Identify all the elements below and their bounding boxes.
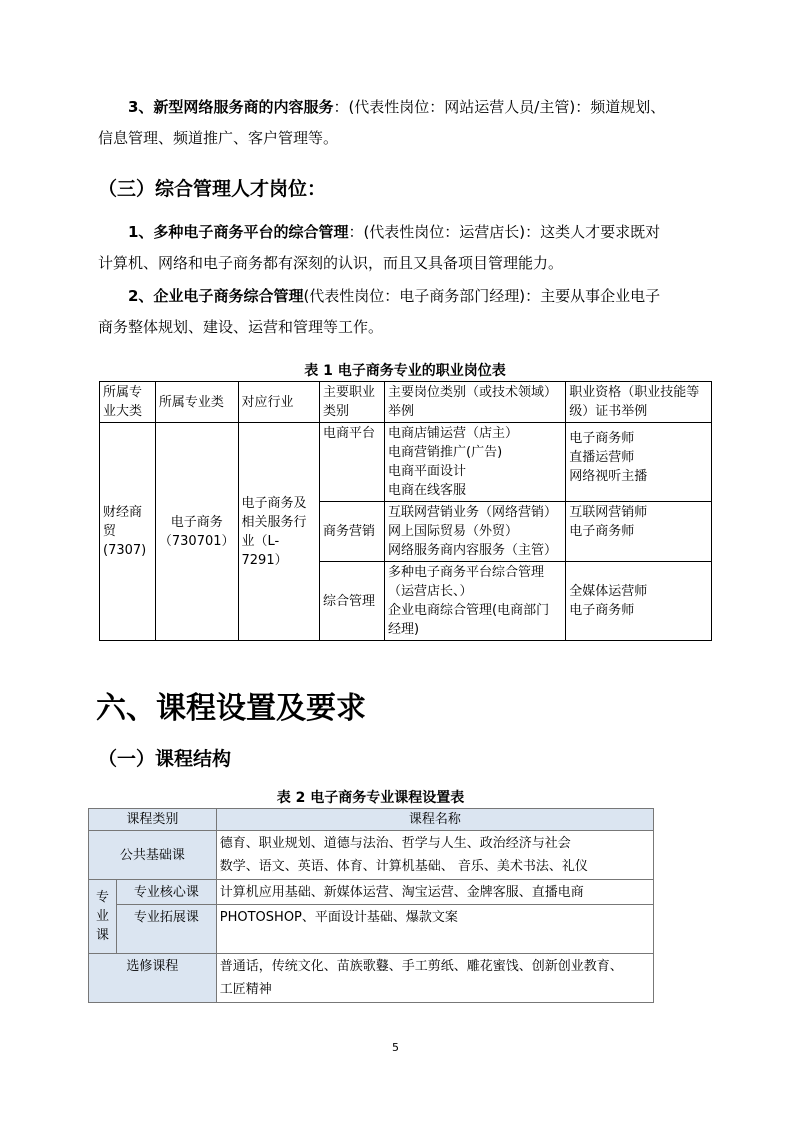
course-type-cell: 专业核心课: [116, 880, 216, 905]
major-category-cell: [100, 423, 156, 641]
cell-line: （运营店长、）: [388, 584, 473, 599]
paragraph-platform-management: [98, 217, 718, 279]
paragraph-bold-lead: 1、多种电子商务平台的综合管理: [128, 223, 349, 241]
table-header-cell: 课程名称: [216, 809, 653, 831]
paragraph-content-service: [98, 92, 718, 154]
certificate-cell: [566, 502, 712, 562]
major-course-group-cell: [89, 880, 117, 954]
job-posts-cell: [385, 423, 566, 502]
job-category-cell: 商务营销: [319, 502, 384, 562]
paragraph-text: 信息管理、频道推广、客户管理等。: [98, 129, 339, 147]
paragraph-enterprise-management: [98, 281, 718, 343]
certificate-cell: [566, 562, 712, 641]
major-class-cell: [155, 423, 238, 641]
cell-line: 相关服务行: [241, 514, 307, 530]
cell-line: 全媒体运营师: [569, 584, 648, 599]
cell-line: 数学、语文、英语、体育、计算机基础、 音乐、美术书法、礼仪: [219, 859, 588, 874]
section-heading-course-structure: （一）课程结构: [98, 748, 232, 770]
table-row: [100, 423, 712, 502]
certificate-cell: [566, 423, 712, 502]
cell-line: 财经商: [103, 505, 143, 520]
course-names-cell: 计算机应用基础、新媒体运营、淘宝运营、金牌客服、直播电商: [216, 880, 653, 905]
cell-line: 企业电商综合管理(电商部门: [388, 603, 550, 618]
table-header-cell: 职业资格（职业技能等级）证书举例: [566, 382, 712, 423]
cell-line: 网络视听主播: [569, 469, 648, 484]
table-header-cell: 主要岗位类别（或技术领域）举例: [385, 382, 566, 423]
cell-line: 电子商务及: [241, 495, 307, 511]
cell-line: (7307): [103, 543, 147, 558]
cell-line: 多种电子商务平台综合管理: [388, 565, 545, 580]
course-names-cell: [216, 954, 653, 1003]
cell-line: 互联网营销师: [569, 505, 648, 520]
course-type-cell: 公共基础课: [89, 831, 217, 880]
job-positions-table: [99, 381, 712, 641]
table-header-cell: 所属专业类: [155, 382, 238, 423]
table-header-row: [89, 809, 654, 831]
table-row: [89, 880, 654, 905]
industry-cell: [238, 423, 319, 641]
cell-line: 电商店铺运营（店主）: [388, 426, 519, 441]
page-number: 5: [392, 1041, 399, 1054]
course-names-cell: [216, 831, 653, 880]
paragraph-bold-lead: 3、新型网络服务商的内容服务: [128, 98, 334, 116]
course-type-cell: 选修课程: [89, 954, 217, 1003]
cell-line: 直播运营师: [569, 450, 635, 465]
chapter-title: 六、课程设置及要求: [96, 691, 366, 726]
cell-line: 工匠精神: [219, 982, 272, 997]
job-posts-cell: [385, 562, 566, 641]
paragraph-text: 计算机、网络和电子商务都有深刻的认识，而且又具备项目管理能力。: [98, 254, 564, 272]
cell-line: 课: [95, 928, 109, 943]
cell-line: 业: [95, 909, 109, 924]
table-row: [89, 905, 654, 954]
table-header-cell: 主要职业类别: [319, 382, 384, 423]
cell-line: 网络服务商内容服务（主管）: [388, 543, 558, 558]
cell-line: 网上国际贸易（外贸）: [388, 524, 519, 539]
paragraph-text: (代表性岗位：电子商务部门经理)：主要从事企业电子: [303, 287, 661, 305]
job-posts-cell: [385, 502, 566, 562]
cell-line: 电子商务师: [569, 524, 635, 539]
table-row: [89, 831, 654, 880]
table2-caption: 表 2 电子商务专业课程设置表: [276, 790, 465, 806]
cell-line: （730701）: [158, 533, 235, 549]
paragraph-text: ：(代表性岗位：运营店长)：这类人才要求既对: [348, 223, 661, 241]
section-heading-management: （三）综合管理人才岗位：: [98, 178, 327, 200]
cell-line: 电子商务: [170, 514, 223, 530]
cell-line: 电子商务师: [569, 603, 635, 618]
cell-line: 电商在线客服: [388, 483, 467, 498]
cell-line: 德育、职业规划、道德与法治、哲学与人生、政治经济与社会: [219, 836, 571, 851]
cell-line: 互联网营销业务（网络营销）: [388, 505, 558, 520]
cell-line: 电商平面设计: [388, 464, 467, 479]
table-header-cell: 所属专业大类: [100, 382, 156, 423]
cell-line: 普通话，传统文化、苗族歌鼟、手工剪纸、雕花蜜饯、创新创业教育、: [219, 959, 623, 974]
table1-caption: 表 1 电子商务专业的职业岗位表: [304, 363, 506, 379]
paragraph-bold-lead: 2、企业电子商务综合管理: [128, 287, 304, 305]
job-category-cell: 电商平台: [319, 423, 384, 502]
paragraph-text: 商务整体规划、建设、运营和管理等工作。: [98, 318, 384, 336]
course-type-cell: 专业拓展课: [116, 905, 216, 954]
table-row: [89, 954, 654, 1003]
course-settings-table: [88, 808, 654, 1003]
job-category-cell: 综合管理: [319, 562, 384, 641]
table-header-cell: 对应行业: [238, 382, 319, 423]
cell-line: 业（L-7291）: [241, 533, 288, 568]
table-header-cell: 课程类别: [89, 809, 217, 831]
paragraph-text: ：(代表性岗位：网站运营人员/主管)：频道规划、: [333, 98, 666, 116]
cell-line: 电商营销推广(广告): [388, 445, 503, 460]
cell-line: 贸: [103, 524, 117, 539]
cell-line: 专: [95, 890, 109, 905]
table-header-row: [100, 382, 712, 423]
course-names-cell: PHOTOSHOP、平面设计基础、爆款文案: [216, 905, 653, 954]
cell-line: 电子商务师: [569, 431, 635, 446]
cell-line: 经理): [388, 622, 420, 637]
